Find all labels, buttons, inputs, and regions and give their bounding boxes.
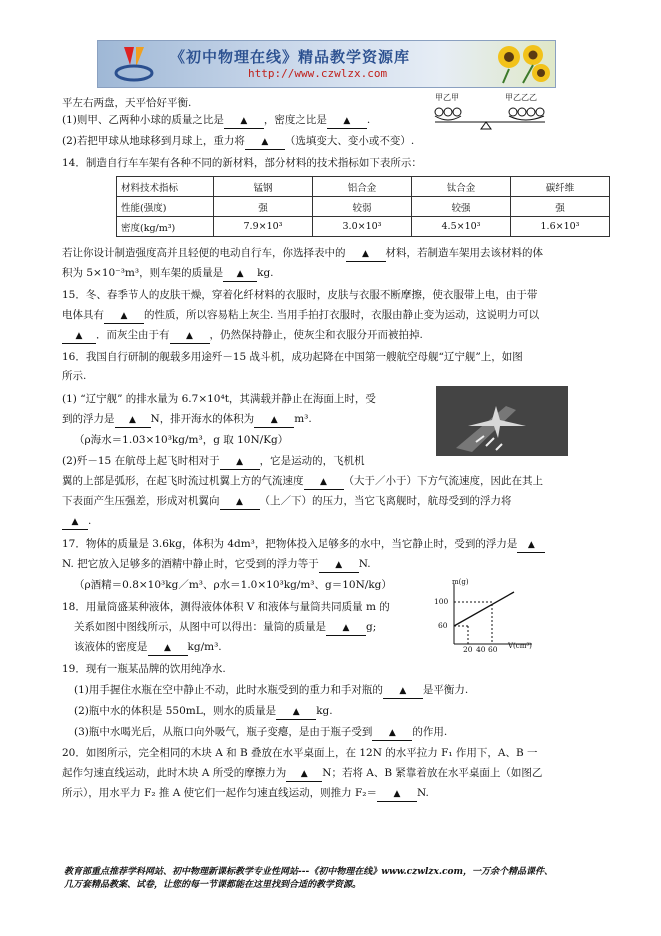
answer-blank[interactable] (286, 766, 322, 782)
sunflower-icon (493, 43, 551, 85)
answer-blank[interactable] (327, 113, 367, 129)
blank-marker-icon: ▲ (75, 331, 83, 341)
q16-part-1-line-2 (62, 412, 312, 428)
q16-line-2: 所示. (62, 370, 87, 382)
blank-marker-icon: ▲ (527, 540, 535, 550)
answer-blank[interactable] (245, 134, 285, 150)
blank-marker-icon: ▲ (320, 477, 327, 487)
q14-stem: 14．制造自行车车架有各种不同的新材料，部分材料的技术指标如下表所示： (62, 157, 422, 169)
text: m³. (294, 413, 312, 425)
q14-line-1 (62, 246, 543, 262)
graph-xtick: 60 (488, 645, 498, 654)
answer-blank[interactable] (148, 640, 188, 656)
answer-blank[interactable] (223, 266, 257, 282)
fighter-jet-icon (436, 386, 568, 456)
text: 积为 5×10⁻³m³，则车架的质量是 (62, 267, 224, 279)
table-cell: 7.9×10³ (214, 217, 313, 237)
answer-blank[interactable] (254, 412, 294, 428)
table-cell: 性能(强度) (117, 197, 214, 217)
text: kg. (257, 267, 274, 279)
answer-blank[interactable] (326, 620, 366, 636)
q13-line-0: 平左右两盘，天平恰好平衡. (62, 97, 192, 109)
text: g; (366, 621, 377, 633)
q18-line-2 (74, 620, 376, 636)
footer-line-1: 教育部重点推荐学科网站、初中物理新课标教学专业性网站---《初中物理在线》www.czwlzx.com，一万余个精品课件、 (64, 867, 554, 877)
graph-ytick: 100 (434, 597, 449, 606)
q19-part-2 (74, 704, 333, 720)
text: 的作用. (412, 726, 448, 738)
text: N. 把它放入足够多的酒精中静止时，它受到的浮力等于 (62, 558, 319, 570)
text: N. (358, 558, 371, 570)
q15-line-2 (62, 308, 539, 324)
table-cell: 3.0×10³ (313, 217, 412, 237)
text: 是平衡力. (422, 684, 469, 696)
table-cell: 较弱 (313, 197, 412, 217)
table-header-cell: 材料技术指标 (117, 177, 214, 197)
table-cell: 强 (214, 197, 313, 217)
q15-line-1: 15．冬、春季节人的皮肤干燥，穿着化纤材料的衣服时，皮肤与衣服不断摩擦，使衣服带上电，由于带 (62, 289, 538, 301)
blank-marker-icon: ▲ (236, 457, 244, 467)
q20-line-1: 20．如图所示，完全相同的木块 A 和 B 叠放在水平桌面上，在 12N 的水平拉力 F₁ 作用下，A、B 一 (62, 747, 538, 759)
q16-part-2-line-3 (62, 494, 512, 510)
text: . (366, 114, 371, 126)
page-footer (64, 866, 553, 892)
site-logo-icon (114, 43, 156, 83)
banner-title: 《初中物理在线》精品教学资源库 (170, 48, 411, 66)
table-cell: 4.5×10³ (412, 217, 511, 237)
text: (2)若把甲球从地球移到月球上，重力将 (62, 135, 245, 147)
text: ．而灰尘由于有 (96, 329, 170, 341)
text: 电体具有 (62, 309, 104, 321)
text: 该液体的密度是 (74, 641, 148, 653)
answer-blank[interactable] (62, 328, 96, 344)
banner-url[interactable]: http://www.czwlzx.com (248, 67, 388, 80)
graph-xtick: 40 (476, 645, 486, 654)
answer-blank[interactable] (304, 474, 344, 490)
text: N，排开海水的体积为 (150, 413, 255, 425)
text: 所示），用水平力 F₂ 推 A 使它们一起作匀速直线运动，则推力 F₂＝ (62, 787, 378, 799)
aircraft-carrier-photo (436, 386, 568, 456)
blank-marker-icon: ▲ (270, 415, 278, 425)
q16-line-1: 16．我国自行研制的舰载多用途歼－15 战斗机，成功起降在中国第一艘航空母舰“辽宁舰”上，如图 (62, 351, 523, 363)
answer-blank[interactable] (276, 704, 316, 720)
answer-blank[interactable] (220, 494, 260, 510)
q16-part-2-line-1 (62, 454, 365, 470)
blank-marker-icon: ▲ (186, 331, 193, 341)
table-cell: 1.6×10³ (511, 217, 610, 237)
text: 翼的上部是弧形，在起飞时流过机翼上方的气流速度 (62, 475, 304, 487)
text: (2)瓶中水的体积是 550mL，则水的质量是 (74, 705, 277, 717)
q16-part-2-line-4 (62, 514, 91, 530)
blank-marker-icon: ▲ (388, 728, 396, 738)
q16-constants: （ρ海水＝1.03×10³kg/m³，g 取 10N/Kg） (74, 434, 289, 446)
text: kg. (316, 705, 333, 717)
text: 起作匀速直线运动，此时木块 A 所受的摩擦力为 (62, 767, 287, 779)
q17-line-1 (62, 537, 545, 553)
q13-part-2 (62, 134, 414, 150)
blank-marker-icon: ▲ (120, 311, 128, 321)
right-pan-label: 甲乙乙乙 (505, 93, 537, 102)
text: （上／下）的压力，当它飞离舰时，航母受到的浮力将 (259, 495, 512, 507)
mass-volume-graph (424, 578, 544, 654)
answer-blank[interactable] (517, 537, 545, 553)
blank-marker-icon: ▲ (261, 137, 269, 147)
q16-part-1-line-1: (1) “辽宁舰” 的排水量为 6.7×10⁴t，其满载并静止在海面上时，受 (62, 393, 376, 405)
table-header-cell: 碳纤维 (511, 177, 610, 197)
q15-line-3 (62, 328, 423, 344)
table-row (117, 217, 610, 237)
q20-line-2 (62, 766, 542, 782)
blank-marker-icon: ▲ (393, 789, 401, 799)
text: N. (417, 787, 429, 799)
text: (1)则甲、乙两种小球的质量之比是 (62, 114, 224, 126)
footer-line-2: 几万套精品教案、试卷，让您的每一节课都能在这里找到合适的教学资源。 (64, 880, 362, 890)
header-banner (97, 40, 556, 88)
left-pan-label: 甲乙甲 (435, 93, 459, 102)
blank-marker-icon: ▲ (71, 517, 79, 527)
table-cell: 较强 (412, 197, 511, 217)
blank-marker-icon: ▲ (300, 769, 308, 779)
text: 材料，若制造车架用去该材料的体 (385, 247, 543, 259)
text: (3)瓶中水喝光后，从瓶口向外吸气，瓶子变瘪，是由于瓶子受到 (74, 726, 373, 738)
table-header-cell: 铝合金 (313, 177, 412, 197)
text: 的性质，所以容易粘上灰尘. 当用手拍打衣服时，衣服由静止变为运动，这说明力可以 (144, 309, 540, 321)
q18-line-1: 18．用量筒盛某种液体，测得液体体积 V 和液体与量筒共同质量 m 的 (62, 601, 390, 613)
text: N；若将 A、B 紧靠着放在水平桌面上（如图乙 (322, 767, 543, 779)
blank-marker-icon: ▲ (399, 686, 407, 696)
text: kg/m³. (187, 641, 222, 653)
q16-part-2-line-2 (62, 474, 543, 490)
answer-blank[interactable] (220, 454, 260, 470)
blank-marker-icon: ▲ (236, 269, 244, 279)
q19-part-3 (74, 725, 447, 741)
text: （选填变大、变小或不变）. (284, 135, 415, 147)
graph-ytick: 60 (438, 621, 448, 630)
text: 若让你设计制造强度高并且轻便的电动自行车，你选择表中的 (62, 247, 346, 259)
text: ，它是运动的，飞机机 (259, 455, 365, 467)
blank-marker-icon: ▲ (343, 116, 351, 126)
table-row (117, 197, 610, 217)
answer-blank[interactable] (319, 557, 359, 573)
q18-line-3 (74, 640, 222, 656)
text: 关系如图中图线所示，从图中可以得出：量筒的质量是 (74, 621, 326, 633)
answer-blank[interactable] (62, 514, 88, 530)
blank-marker-icon: ▲ (129, 415, 136, 425)
text: (2)歼－15 在航母上起飞时相对于 (62, 455, 220, 467)
q19-part-1 (74, 683, 468, 699)
materials-table (116, 176, 610, 237)
table-header-cell: 钛合金 (412, 177, 511, 197)
graph-xlabel: V(cm³) (508, 642, 532, 650)
graph-xtick: 20 (463, 645, 473, 654)
graph-ylabel: m(g) (452, 578, 469, 586)
answer-blank[interactable] (224, 113, 264, 129)
blank-marker-icon: ▲ (240, 116, 248, 126)
balance-figure (433, 92, 553, 138)
q17-constants: （ρ酒精＝0.8×10³kg／m³、ρ水＝1.0×10³kg/m³、g＝10N/kg） (74, 579, 392, 591)
blank-marker-icon: ▲ (164, 643, 171, 653)
answer-blank[interactable] (377, 786, 417, 802)
answer-blank[interactable] (346, 246, 386, 262)
table-cell: 密度(kg/m³) (117, 217, 214, 237)
table-header-row (117, 177, 610, 197)
answer-blank[interactable] (115, 412, 151, 428)
q20-line-3 (62, 786, 429, 802)
balance-drawing-icon (433, 92, 553, 138)
q19-stem: 19．现有一瓶某品牌的饮用纯净水. (62, 663, 226, 675)
text: (1)用手握住水瓶在空中静止不动，此时水瓶受到的重力和手对瓶的 (74, 684, 383, 696)
blank-marker-icon: ▲ (292, 707, 300, 717)
text: （大于／小于）下方气流速度，因此在其上 (343, 475, 543, 487)
q13-part-1 (62, 113, 370, 129)
q17-line-2 (62, 557, 371, 573)
text: 17．物体的质量是 3.6kg，体积为 4dm³，把物体投入足够多的水中，当它静止时，受到的浮力是 (62, 538, 518, 550)
blank-marker-icon: ▲ (236, 497, 243, 507)
text: 下表面产生压强差，形成对机翼向 (62, 495, 220, 507)
text: . (88, 515, 92, 527)
answer-blank[interactable] (170, 328, 210, 344)
answer-blank[interactable] (104, 308, 144, 324)
table-header-cell: 锰钢 (214, 177, 313, 197)
blank-marker-icon: ▲ (342, 623, 350, 633)
text: ，仍然保持静止，使灰尘和衣服分开而被拍掉. (209, 329, 423, 341)
blank-marker-icon: ▲ (362, 249, 369, 259)
table-cell: 强 (511, 197, 610, 217)
text: 到的浮力是 (62, 413, 115, 425)
answer-blank[interactable] (383, 683, 423, 699)
text: ，密度之比是 (263, 114, 327, 126)
q14-line-2 (62, 266, 274, 282)
blank-marker-icon: ▲ (335, 560, 343, 570)
answer-blank[interactable] (372, 725, 412, 741)
